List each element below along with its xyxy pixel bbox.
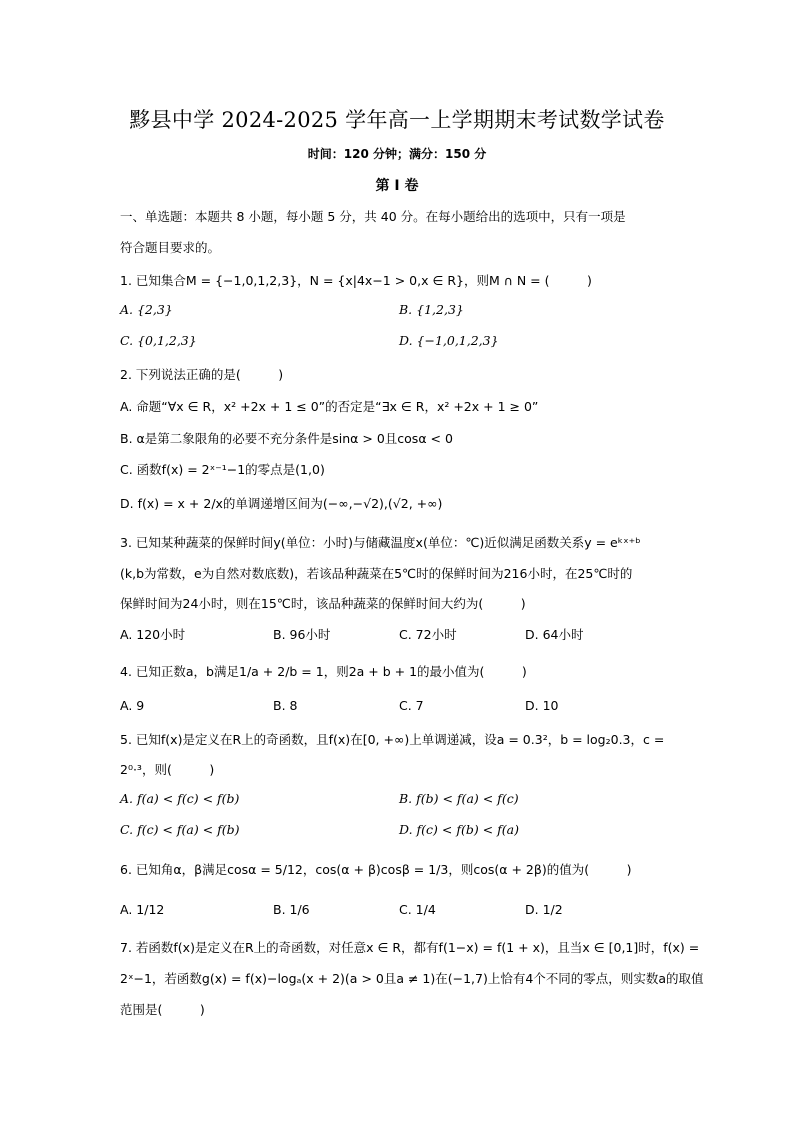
question-5-option-a: A. f(a) < f(c) < f(b) [120,791,240,806]
question-1-option-c: C. {0,1,2,3} [120,333,197,348]
question-1-option-d: D. {−1,0,1,2,3} [399,333,499,348]
page-title: 黟县中学 2024-2025 学年高一上学期期末考试数学试卷 [129,108,665,132]
question-1-option-b: B. {1,2,3} [399,302,464,317]
question-6-stem: 6. 已知角α，β满足cosα = 5/12，cos(α + β)cosβ = 1/3，则cos(α + 2β)的值为( ) [120,862,632,877]
question-2-option-a: A. 命题“∀x ∈ R，x² +2x + 1 ≤ 0”的否定是“∃x ∈ R，x² +2x + 1 ≥ 0” [120,399,539,414]
question-4-option-a: A. 9 [120,698,145,713]
question-2-stem: 2. 下列说法正确的是( ) [120,367,284,382]
question-7-stem: 7. 若函数f(x)是定义在R上的奇函数，对任意x ∈ R，都有f(1−x) = f(1 + x)，且当x ∈ [0,1]时，f(x) = [120,940,700,955]
question-3-stem: (k,b为常数，e为自然对数底数)，若该品种蔬菜在5℃时的保鲜时间为216小时，在25℃时的 [120,566,633,581]
question-6-option-a: A. 1/12 [120,902,165,917]
question-4-stem: 4. 已知正数a，b满足1/a + 2/b = 1，则2a + b + 1的最小值为( ) [120,664,527,679]
question-5-option-b: B. f(b) < f(a) < f(c) [399,791,519,806]
question-6-option-c: C. 1/4 [399,902,436,917]
question-4-option-b: B. 8 [273,698,298,713]
question-2-option-b: B. α是第二象限角的必要不充分条件是sinα > 0且cosα < 0 [120,431,453,446]
question-7-stem: 范围是( ) [120,1002,205,1017]
question-4-option-c: C. 7 [399,698,424,713]
question-5-option-c: C. f(c) < f(a) < f(b) [120,822,240,837]
question-7-stem: 2ˣ−1，若函数g(x) = f(x)−logₐ(x + 2)(a > 0且a ≠ 1)在(−1,7)上恰有4个不同的零点，则实数a的取值 [120,971,704,986]
question-6-option-d: D. 1/2 [525,902,563,917]
question-3-option-b: B. 96小时 [273,627,331,642]
instructions-line: 符合题目要求的。 [120,240,221,255]
section-heading: 第 I 卷 [375,178,419,194]
question-1-option-a: A. {2,3} [120,302,173,317]
question-2-option-d: D. f(x) = x + 2/x的单调递增区间为(−∞,−√2),(√2, +∞) [120,496,443,511]
question-5-stem: 2⁰·³，则( ) [120,762,215,777]
question-1-stem: 1. 已知集合M = {−1,0,1,2,3}，N = {x|4x−1 > 0,x ∈ R}，则M ∩ N = ( ) [120,273,592,288]
question-6-option-b: B. 1/6 [273,902,310,917]
question-5-option-d: D. f(c) < f(b) < f(a) [399,822,519,837]
question-5-stem: 5. 已知f(x)是定义在R上的奇函数，且f(x)在[0, +∞)上单调递减，设a = 0.3²，b = log₂0.3，c = [120,732,665,747]
exam-meta: 时间：120 分钟；满分：150 分 [307,147,487,161]
instructions-line: 一、单选题：本题共 8 小题，每小题 5 分，共 40 分。在每小题给出的选项中，只有一项是 [120,209,626,224]
question-3-stem: 3. 已知某种蔬菜的保鲜时间y(单位：小时)与储藏温度x(单位：℃)近似满足函数关系y = eᵏˣ⁺ᵇ [120,535,641,550]
question-3-option-d: D. 64小时 [525,627,584,642]
question-3-option-c: C. 72小时 [399,627,457,642]
question-3-option-a: A. 120小时 [120,627,186,642]
question-2-option-c: C. 函数f(x) = 2ˣ⁻¹−1的零点是(1,0) [120,462,325,477]
question-3-stem: 保鲜时间为24小时，则在15℃时，该品种蔬菜的保鲜时间大约为( ) [120,596,526,611]
question-4-option-d: D. 10 [525,698,559,713]
